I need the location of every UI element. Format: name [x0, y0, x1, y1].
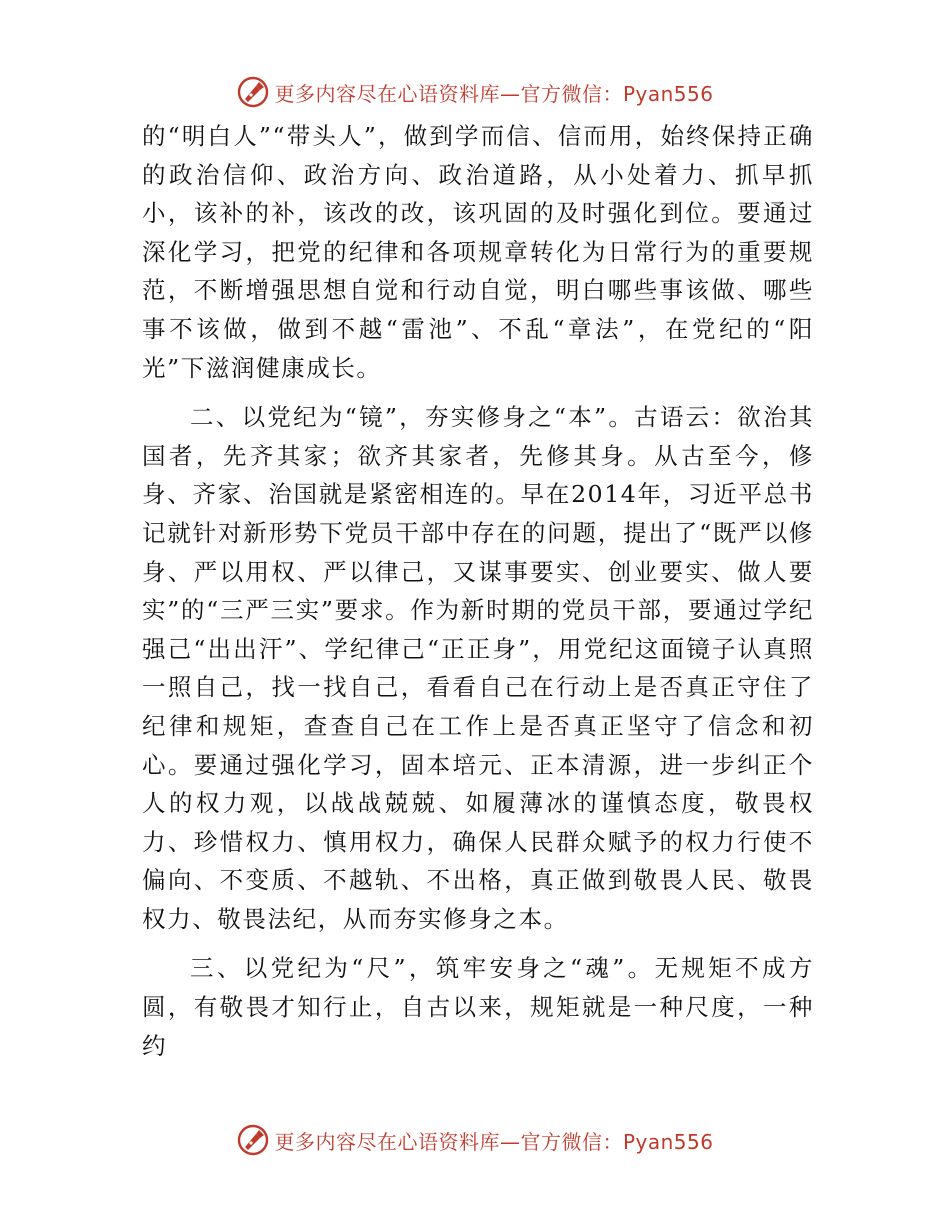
pen-nib-logo-icon [236, 1123, 270, 1157]
footer-banner [0, 1120, 950, 1160]
paragraph-section-three: 三、以党纪为“尺”，筑牢安身之“魂”。无规矩不成方圆，有敬畏才知行止，自古以来，规矩就是一种尺度，一种约 [142, 954, 814, 1060]
paragraph-continued: 的“明白人”“带头人”，做到学而信、信而用，始终保持正确的政治信仰、政治方向、政治道路，从小处着力、抓早抓小，该补的补，该改的改，该巩固的及时强化到位。要通过深化学习，把党的纪律和各项规章转化为日常行为的重要规范，不断增强思想自觉和行动自觉，明白哪些事该做、哪些事不该做，做到不越“雷池”、不乱“章法”，在党纪的“阳光”下滋润健康成长。 [142, 122, 814, 382]
paragraph-section-two: 二、以党纪为“镜”，夯实修身之“本”。古语云：欲治其国者，先齐其家；欲齐其家者，先修其身。从古至今，修身、齐家、治国就是紧密相连的。早在2014年，习近平总书记就针对新形势下党员干部中存在的问题，提出了“既严以修身、严以用权、严以律己，又谋事要实、创业要实、做人要实”的“三严三实”要求。作为新时期的党员干部，要通过学纪强己“出出汗”、学纪律己“正正身”，用党纪这面镜子认真照一照自己，找一找自己，看看自己在行动上是否真正守住了纪律和规矩，查查自己在工作上是否真正坚守了信念和初心。要通过强化学习，固本培元、正本清源，进一步纠正个人的权力观，以战战兢兢、如履薄冰的谨慎态度，敬畏权力、珍惜权力、慎用权力，确保人民群众赋予的权力行使不偏向、不变质、不越轨、不出格，真正做到敬畏人民、敬畏权力、敬畏法纪，从而夯实修身之本。 [142, 403, 814, 933]
footer-banner-text: 更多内容尽在心语资料库—官方微信：Pyan556 [274, 1129, 714, 1154]
header-banner-text: 更多内容尽在心语资料库—官方微信：Pyan556 [274, 81, 714, 106]
document-body [142, 117, 814, 1065]
header-banner [0, 72, 950, 112]
pen-nib-logo-icon [236, 75, 270, 109]
